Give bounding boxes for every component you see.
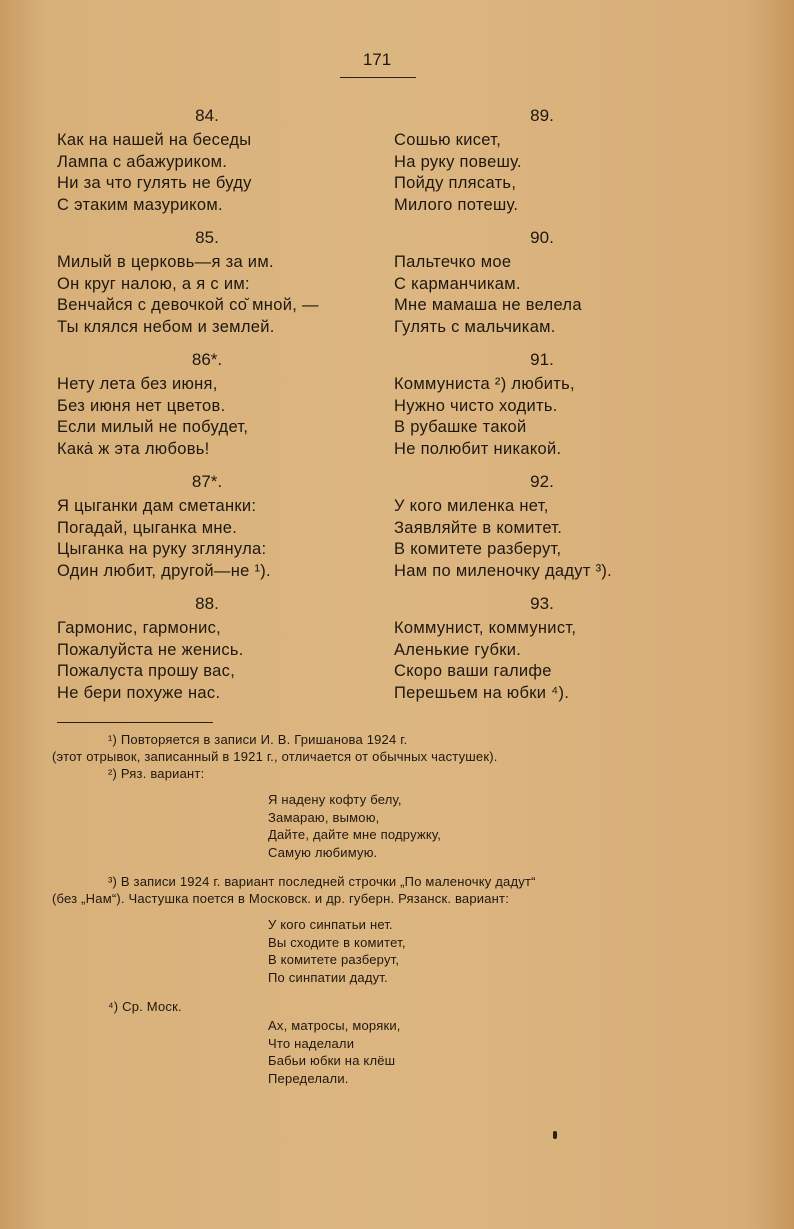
verse-line: Бабьи юбки на клёш	[268, 1053, 396, 1068]
right-column	[394, 104, 694, 714]
verse-line: Мне мамаша не велела	[394, 296, 582, 314]
stanza-number: 91.	[530, 350, 554, 369]
verse-line: Замараю, вымою,	[268, 809, 380, 825]
verse-line: Пойду плясать,	[394, 174, 517, 192]
verse-line: Нужно чисто ходить.	[394, 396, 558, 415]
verse-line: Нам по миленочку дадут ³).	[394, 561, 613, 580]
stanza-number: 88.	[195, 594, 219, 613]
verse-line: Коммуниста ²) любить,	[394, 375, 575, 393]
ink-mark	[553, 1131, 557, 1139]
stanza-90	[394, 226, 694, 338]
footnote-1-line-1: ¹) Повторяется в записи И. В. Гришанова 1924 г.	[108, 732, 408, 747]
verse-line: На руку повешу.	[394, 152, 522, 171]
verse-line: В комитете разберут,	[394, 540, 562, 558]
verse-line: Как на нашей на беседы	[57, 131, 252, 149]
verse-line: Дайте, дайте мне подружку,	[268, 827, 442, 842]
footnote-3-line-2: (без „Нам“). Частушка поется в Московск. и др. губерн. Рязанск. вариант:	[52, 891, 510, 906]
verse-line: У кого миленка нет,	[394, 497, 549, 515]
stanza-number: 87*.	[191, 472, 223, 491]
verse-line: Не полюбит никакой.	[394, 439, 562, 458]
stanza-85	[57, 226, 357, 338]
verse-line: Сошью кисет,	[394, 131, 502, 149]
verse-line: Милый в церковь—я за им.	[57, 253, 274, 271]
verse-line: Ты клялся небом и землей.	[57, 317, 275, 336]
verse-line: Самую любимую.	[268, 844, 378, 860]
verse-line: В комитете разберут,	[268, 952, 400, 967]
verse-line: Венчайся с девочкой со̆ мной, —	[57, 296, 319, 314]
verse-line: Гулять с мальчикам.	[394, 317, 556, 336]
left-column	[57, 104, 357, 714]
verse-line: Милого потешу.	[394, 195, 519, 214]
stanza-number: 92.	[530, 472, 554, 491]
verse-line: Пожалуйста не женись.	[57, 640, 244, 659]
footnote-3-line-1: ³) В записи 1924 г. вариант последней строчки „По маленочку дадут“	[108, 874, 536, 889]
verse-line: Он круг налою, а я с им:	[57, 274, 250, 293]
verse-line: Не бери похуже нас.	[57, 683, 221, 702]
verse-line: Заявляйте в комитет.	[394, 518, 563, 537]
footnote-2-verse	[52, 791, 662, 861]
stanza-number: 93.	[530, 594, 554, 613]
stanza-number: 89.	[530, 106, 554, 125]
verse-line: По синпатии дадут.	[268, 969, 388, 985]
stanza-93	[394, 592, 694, 704]
verse-line: Какȧ ж эта любовь!	[57, 439, 210, 458]
footnote-1-line-2: (этот отрывок, записанный в 1921 г., отличается от обычных частушек).	[52, 749, 498, 764]
footnotes	[52, 731, 662, 1099]
footnote-2-label: ²) Ряз. вариант:	[108, 766, 205, 781]
verse-line: Один любит, другой—не ¹).	[57, 561, 271, 580]
verse-line: Аленькие губки.	[394, 640, 522, 659]
verse-line: Вы сходите в комитет,	[268, 934, 406, 950]
verse-line: Погадай, цыганка мне.	[57, 518, 238, 537]
verse-line: Коммунист, коммунист,	[394, 619, 577, 637]
footnote-4-label: ⁴) Ср. Моск.	[108, 999, 182, 1014]
stanza-88	[57, 592, 357, 704]
page-number-rule	[340, 77, 416, 78]
stanza-91	[394, 348, 694, 460]
verse-line: Без июня нет цветов.	[57, 396, 226, 415]
verse-line: В рубашке такой	[394, 418, 527, 436]
footnote-rule	[57, 722, 213, 723]
stanza-84	[57, 104, 357, 216]
verse-line: Если милый не побудет,	[57, 418, 249, 436]
verse-line: Пальтечко мое	[394, 253, 512, 271]
stanza-number: 85.	[195, 228, 219, 247]
verse-line: Я надену кофту белу,	[268, 792, 402, 807]
verse-line: Я цыганки дам сметанки:	[57, 497, 257, 515]
verse-line: Лампа с абажуриком.	[57, 152, 228, 171]
verse-line: Гармонис, гармонис,	[57, 619, 222, 637]
verse-line: Что наделали	[268, 1035, 355, 1051]
stanza-92	[394, 470, 694, 582]
verse-line: Пожалуста прошу вас,	[57, 662, 236, 680]
verse-line: Цыганка на руку зглянула:	[57, 540, 267, 558]
page-number: 171	[362, 50, 392, 69]
footnote-4-verse	[52, 1017, 662, 1087]
stanza-number: 84.	[195, 106, 219, 125]
stanza-number: 86*.	[191, 350, 223, 369]
verse-line: Ах, матросы, моряки,	[268, 1018, 401, 1033]
verse-line: Скоро ваши галифе	[394, 662, 552, 680]
verse-line: Переделали.	[268, 1070, 349, 1086]
verse-line: С карманчикам.	[394, 274, 521, 293]
verse-line: Нету лета без июня,	[57, 375, 218, 393]
verse-line: Ни за что гулять не буду	[57, 174, 252, 192]
verse-line: С этаким мазуриком.	[57, 195, 223, 214]
footnote-3-verse	[52, 916, 662, 986]
stanza-86	[57, 348, 357, 460]
stanza-87	[57, 470, 357, 582]
stanza-89	[394, 104, 694, 216]
verse-line: У кого синпатьи нет.	[268, 917, 393, 932]
verse-line: Перешьем на юбки ⁴).	[394, 683, 570, 702]
stanza-number: 90.	[530, 228, 554, 247]
